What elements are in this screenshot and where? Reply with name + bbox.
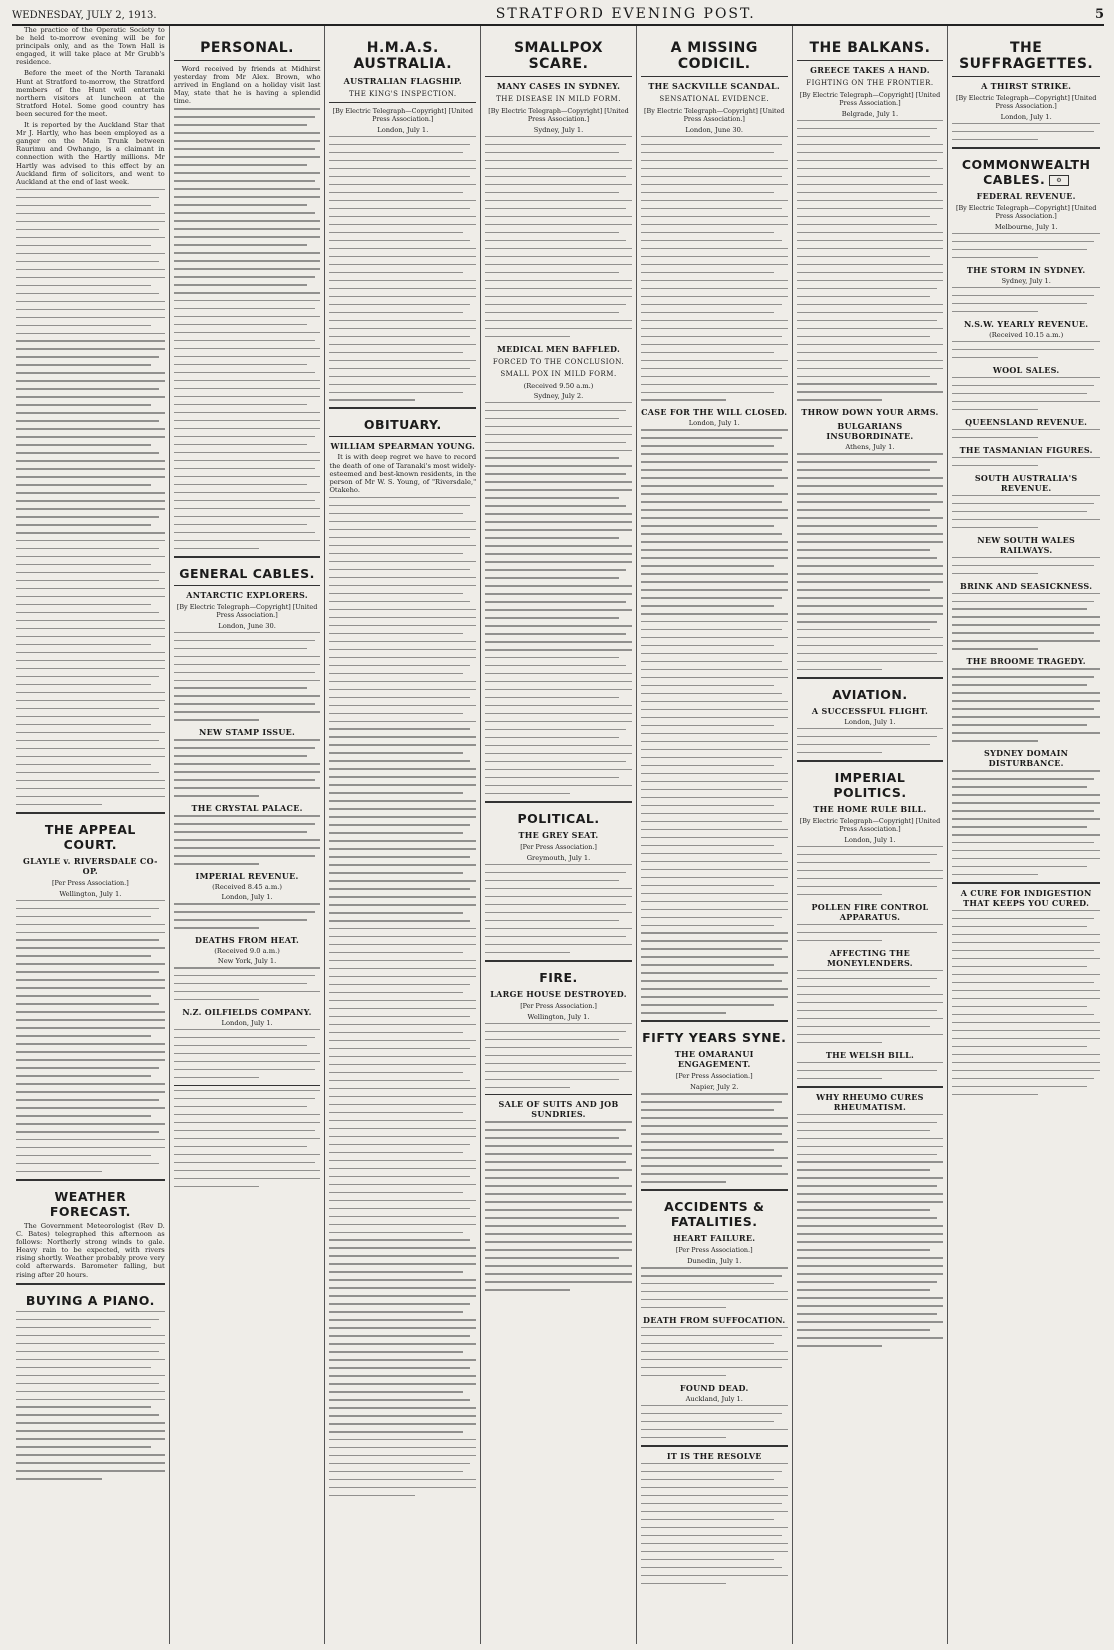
headline: H.M.A.S. AUSTRALIA. bbox=[353, 40, 453, 72]
kicker: FORCED TO THE CONCLUSION. bbox=[492, 357, 625, 366]
subheading: THE TASMANIAN FIGURES. bbox=[959, 444, 1093, 455]
divider bbox=[797, 677, 944, 679]
subheading: GLAYLE v. RIVERSDALE CO-OP. bbox=[22, 855, 158, 876]
subheading: THE BROOME TRAGEDY. bbox=[966, 656, 1086, 667]
body-text-lines bbox=[174, 632, 321, 721]
dateline: Auckland, July 1. bbox=[685, 1394, 743, 1403]
body-text-lines bbox=[952, 557, 1100, 574]
subheading: MANY CASES IN SYDNEY. bbox=[496, 81, 621, 91]
body-text-lines bbox=[485, 1023, 632, 1088]
body-text-lines bbox=[797, 453, 944, 670]
body-text-lines bbox=[329, 497, 476, 1496]
body-text-lines bbox=[952, 341, 1100, 358]
divider bbox=[16, 1283, 165, 1285]
body-text-lines bbox=[797, 970, 944, 1043]
body-text-lines bbox=[174, 108, 321, 549]
subheading: DEATH FROM SUFFOCATION. bbox=[643, 1315, 786, 1326]
headline: THE APPEAL COURT. bbox=[44, 821, 136, 852]
dateline: New York, July 1. bbox=[217, 957, 277, 966]
divider bbox=[641, 76, 788, 77]
dateline: Sydney, July 1. bbox=[1001, 276, 1051, 285]
dateline: London, July 1. bbox=[1000, 113, 1052, 121]
body-text-lines bbox=[797, 728, 944, 753]
subheading: THROW DOWN YOUR ARMS. bbox=[801, 407, 939, 418]
divider bbox=[485, 801, 632, 803]
subheading: N.Z. OILFIELDS COMPANY. bbox=[182, 1007, 312, 1018]
body-text-lines bbox=[641, 1267, 788, 1308]
article-paragraph: The practice of the Operatic Society to be held to-morrow evening will be for principals only, and as the Town Hall is engaged, it will take place at Mr Grubb's residence. bbox=[16, 26, 165, 67]
divider bbox=[641, 1189, 788, 1191]
subheading: NEW STAMP ISSUE. bbox=[199, 727, 296, 738]
subheading: A THIRST STRIKE. bbox=[981, 81, 1072, 91]
headline: WEATHER FORECAST. bbox=[49, 1189, 131, 1220]
body-text-lines bbox=[16, 189, 165, 805]
subheading: AUSTRALIAN FLAGSHIP. bbox=[343, 76, 462, 86]
divider bbox=[797, 760, 944, 762]
subheading: SALE OF SUITS AND JOB SUNDRIES. bbox=[498, 1099, 619, 1120]
body-text-lines bbox=[952, 593, 1100, 650]
dateline: Wellington, July 1. bbox=[527, 1012, 590, 1021]
body-text-lines bbox=[485, 402, 632, 795]
dateline: Melbourne, July 1. bbox=[994, 222, 1058, 231]
dateline: London, July 1. bbox=[688, 419, 740, 428]
dateline: London, June 30. bbox=[685, 126, 744, 134]
subheading: ANTARCTIC EXPLORERS. bbox=[186, 589, 308, 600]
divider bbox=[797, 1086, 944, 1088]
wire-credit: [By Electric Telegraph—Copyright] [United Press Association.] bbox=[799, 816, 941, 833]
headline: POLITICAL. bbox=[517, 810, 600, 826]
body-text-lines bbox=[174, 903, 321, 928]
headline bbox=[952, 157, 1100, 187]
body-text-lines bbox=[797, 846, 944, 895]
subheading: WILLIAM SPEARMAN YOUNG. bbox=[330, 441, 476, 452]
kicker: SENSATIONAL EVIDENCE. bbox=[659, 95, 770, 103]
article-paragraph: The Government Meteorologist (Rev D. C. Bates) telegraphed this afternoon as follows: Northerly strong winds to gale. Heavy rain to be expected, with rivers rising shortly. Weather probably prove very cold afterwards. Barometer falling, but rising after 20 hours. bbox=[16, 1222, 165, 1279]
received-time: (Received 8.45 a.m.) bbox=[212, 883, 282, 892]
wire-credit: [By Electric Telegraph—Copyright] [United Press Association.] bbox=[799, 91, 941, 107]
divider bbox=[641, 1445, 788, 1447]
subheading: HEART FAILURE. bbox=[673, 1233, 756, 1244]
body-text-lines bbox=[641, 1327, 788, 1376]
headline: GENERAL CABLES. bbox=[179, 565, 315, 581]
subheading: THE OMARANUI ENGAGEMENT. bbox=[674, 1049, 754, 1070]
body-text-lines bbox=[952, 429, 1100, 438]
article-paragraph: It is with deep regret we have to record the death of one of Taranaki's most widely-esteemed and best-known residents, in the person of Mr W. S. Young, of "Riversdale," Otakeho. bbox=[329, 453, 477, 494]
subheading: FOUND DEAD. bbox=[679, 1382, 749, 1393]
body-text-lines bbox=[952, 668, 1100, 741]
body-text-lines bbox=[952, 495, 1100, 528]
headline: IMPERIAL POLITICS. bbox=[833, 769, 907, 800]
body-text-lines bbox=[485, 864, 632, 953]
divider bbox=[174, 585, 321, 586]
headline: THE BALKANS. bbox=[809, 40, 931, 56]
body-text-lines bbox=[641, 429, 788, 1013]
newspaper-title: STRATFORD EVENING POST. bbox=[495, 6, 756, 22]
subheading: THE WELSH BILL. bbox=[825, 1049, 915, 1060]
columns bbox=[12, 26, 1104, 1644]
column-4 bbox=[481, 26, 637, 1644]
divider bbox=[952, 76, 1100, 77]
body-text-lines bbox=[641, 1405, 788, 1438]
dateline: Athens, July 1. bbox=[845, 443, 895, 452]
subheading: A SUCCESSFUL FLIGHT. bbox=[811, 706, 929, 716]
wire-credit: [Per Press Association.] bbox=[675, 1072, 753, 1081]
divider bbox=[174, 1085, 321, 1086]
body-text-lines bbox=[174, 815, 321, 864]
headline: ACCIDENTS & FATALITIES. bbox=[664, 1199, 765, 1230]
subheading: SOUTH AUSTRALIA'S REVENUE. bbox=[974, 472, 1078, 493]
article-paragraph: It is reported by the Auckland Star that Mr J. Hartly, who has been employed as a ganger on the Main Trunk between Raurimu and Owhango, is a claimant in connection with the Hartly millions. Mr Hartly was advised to this effect by an Auckland firm of solicitors, and went to Auckland at the end of last week. bbox=[16, 121, 165, 186]
divider bbox=[174, 556, 321, 558]
page-number: 5 bbox=[1094, 7, 1104, 22]
headline: FIRE. bbox=[539, 969, 578, 985]
wire-credit: [By Electric Telegraph—Copyright] [United Press Association.] bbox=[955, 94, 1097, 110]
divider bbox=[485, 1094, 632, 1095]
wire-credit: [Per Press Association.] bbox=[52, 878, 129, 887]
divider bbox=[485, 76, 632, 77]
dateline: London, July 1. bbox=[844, 835, 896, 844]
column-2 bbox=[170, 26, 326, 1644]
body-text-lines bbox=[952, 287, 1100, 312]
advert-heading: A CURE FOR INDIGESTION THAT KEEPS YOU CURED. bbox=[960, 888, 1092, 909]
wire-credit: [Per Press Association.] bbox=[520, 842, 597, 851]
headline: AVIATION. bbox=[832, 687, 908, 702]
received-time: (Received 10.15 a.m.) bbox=[989, 330, 1064, 339]
subheading: POLLEN FIRE CONTROL APPARATUS. bbox=[811, 901, 929, 922]
subheading: CASE FOR THE WILL CLOSED. bbox=[641, 407, 788, 418]
wire-credit: [By Electric Telegraph—Copyright] [United Press Association.] bbox=[332, 107, 473, 123]
dateline: Greymouth, July 1. bbox=[526, 853, 591, 862]
body-text-lines bbox=[329, 136, 476, 401]
subheading: GREECE TAKES A HAND. bbox=[810, 65, 930, 75]
subheading: THE STORM IN SYDNEY. bbox=[966, 264, 1086, 275]
divider bbox=[329, 102, 476, 103]
kicker: THE DISEASE IN MILD FORM. bbox=[496, 95, 621, 103]
subheading: THE CRYSTAL PALACE. bbox=[191, 803, 303, 814]
body-text-lines bbox=[952, 377, 1100, 410]
subheading: WOOL SALES. bbox=[992, 364, 1060, 375]
dateline: London, June 30. bbox=[218, 621, 276, 630]
body-text-lines bbox=[952, 770, 1100, 875]
divider bbox=[174, 60, 321, 61]
subheading: IMPERIAL REVENUE. bbox=[195, 871, 299, 882]
dateline: Sydney, July 1. bbox=[533, 126, 584, 134]
subheading: SYDNEY DOMAIN DISTURBANCE. bbox=[984, 748, 1069, 769]
dateline: Sydney, July 2. bbox=[533, 391, 584, 400]
body-text-lines bbox=[797, 924, 944, 941]
wire-credit: [By Electric Telegraph—Copyright] [United Press Association.] bbox=[488, 107, 629, 123]
headline: OBITUARY. bbox=[363, 417, 442, 433]
advert-text-lines bbox=[641, 1463, 788, 1584]
received-time: (Received 9.50 a.m.) bbox=[523, 381, 594, 390]
body-text-lines bbox=[485, 1121, 632, 1290]
dateline: Wellington, July 1. bbox=[59, 889, 122, 898]
body-text-lines bbox=[641, 136, 788, 401]
divider bbox=[952, 882, 1100, 884]
divider bbox=[16, 1179, 165, 1181]
subheading: AFFECTING THE MONEYLENDERS. bbox=[827, 947, 913, 968]
body-text-lines bbox=[797, 1062, 944, 1079]
advert-heading: IT IS THE RESOLVE bbox=[666, 1450, 762, 1461]
headline: BUYING A PIANO. bbox=[25, 1292, 155, 1308]
body-text-lines bbox=[174, 1029, 321, 1078]
column-3 bbox=[325, 26, 481, 1644]
subheading: THE HOME RULE BILL. bbox=[813, 803, 927, 814]
kicker: SMALL POX IN MILD FORM. bbox=[500, 369, 617, 378]
subheading: BRINK AND SEASICKNESS. bbox=[960, 580, 1093, 591]
headline: A MISSING CODICIL. bbox=[670, 40, 758, 72]
column-1 bbox=[12, 26, 170, 1644]
subheading: MEDICAL MEN BAFFLED. bbox=[496, 343, 621, 354]
wire-credit: [Per Press Association.] bbox=[520, 1001, 597, 1010]
column-5 bbox=[637, 26, 793, 1644]
dateline: Dunedin, July 1. bbox=[687, 1257, 742, 1266]
wire-credit: [By Electric Telegraph—Copyright] [United Press Association.] bbox=[644, 107, 785, 123]
received-time: (Received 9.0 a.m.) bbox=[214, 947, 280, 956]
subheading: THE GREY SEAT. bbox=[518, 829, 599, 840]
dateline: London, July 1. bbox=[377, 126, 429, 134]
wire-credit: [Per Press Association.] bbox=[675, 1246, 753, 1255]
body-text-lines bbox=[16, 900, 165, 1173]
body-text-lines bbox=[641, 1093, 788, 1182]
divider bbox=[16, 812, 165, 814]
advert-text-lines bbox=[797, 1114, 944, 1347]
divider bbox=[485, 960, 632, 962]
subheading: FEDERAL REVENUE. bbox=[976, 190, 1076, 201]
wire-credit: [By Electric Telegraph—Copyright] [United Press Association.] bbox=[955, 203, 1097, 220]
article-paragraph: Word received by friends at Midhirst yesterday from Mr Alex. Brown, who arrived in England on a holiday visit last May, state that he is having a splendid time. bbox=[173, 65, 321, 106]
advert-heading: WHY RHEUMO CURES RHEUMATISM. bbox=[816, 1091, 924, 1112]
dateline: London, July 1. bbox=[221, 893, 273, 902]
commonwealth-cables-heading: COMMONWEALTH CABLES. bbox=[961, 156, 1091, 187]
divider bbox=[797, 60, 944, 61]
dateline: London, July 1. bbox=[844, 718, 896, 726]
column-6 bbox=[793, 26, 949, 1644]
issue-date: WEDNESDAY, JULY 2, 1913. bbox=[12, 10, 157, 21]
dateline: London, July 1. bbox=[221, 1019, 273, 1028]
divider bbox=[641, 1020, 788, 1022]
advert-text-lines bbox=[952, 910, 1100, 1095]
dateline: Napier, July 2. bbox=[690, 1083, 739, 1092]
dateline: Belgrade, July 1. bbox=[841, 110, 899, 118]
stamp-icon: ⚙ bbox=[1049, 175, 1069, 186]
subheading: LARGE HOUSE DESTROYED. bbox=[490, 988, 627, 999]
headline: FIFTY YEARS SYNE. bbox=[642, 1030, 787, 1046]
column-7 bbox=[948, 26, 1104, 1644]
body-text-lines bbox=[174, 1090, 321, 1187]
subheading: BULGARIANS INSUBORDINATE. bbox=[826, 421, 914, 442]
kicker: FIGHTING ON THE FRONTIER. bbox=[806, 79, 934, 87]
body-text-lines bbox=[952, 233, 1100, 258]
kicker: THE KING'S INSPECTION. bbox=[348, 90, 457, 98]
body-text-lines bbox=[485, 136, 632, 337]
body-text-lines bbox=[174, 739, 321, 796]
divider bbox=[329, 436, 476, 437]
body-text-lines bbox=[952, 457, 1100, 466]
body-text-lines bbox=[16, 1311, 165, 1480]
headline: THE SUFFRAGETTES. bbox=[959, 40, 1094, 72]
headline: SMALLPOX SCARE. bbox=[513, 40, 604, 72]
headline: PERSONAL. bbox=[200, 40, 295, 56]
subheading: QUEENSLAND REVENUE. bbox=[965, 416, 1088, 427]
masthead bbox=[12, 6, 1104, 26]
article-paragraph: Before the meet of the North Taranaki Hunt at Stratford to-morrow, the Stratford members of the Hunt will entertain northern visitors at luncheon at the Stratford Hotel. Some good country has been secured for the meet. bbox=[16, 69, 165, 118]
body-text-lines bbox=[952, 123, 1100, 140]
divider bbox=[952, 147, 1100, 149]
body-text-lines bbox=[797, 120, 944, 401]
subheading: THE SACKVILLE SCANDAL. bbox=[648, 81, 781, 91]
subheading: DEATHS FROM HEAT. bbox=[195, 935, 300, 946]
divider bbox=[329, 407, 476, 409]
subheading: NEW SOUTH WALES RAILWAYS. bbox=[977, 534, 1076, 555]
body-text-lines bbox=[174, 967, 321, 1000]
wire-credit: [By Electric Telegraph—Copyright] [United Press Association.] bbox=[176, 602, 318, 619]
subheading: N.S.W. YEARLY REVENUE. bbox=[964, 318, 1089, 329]
